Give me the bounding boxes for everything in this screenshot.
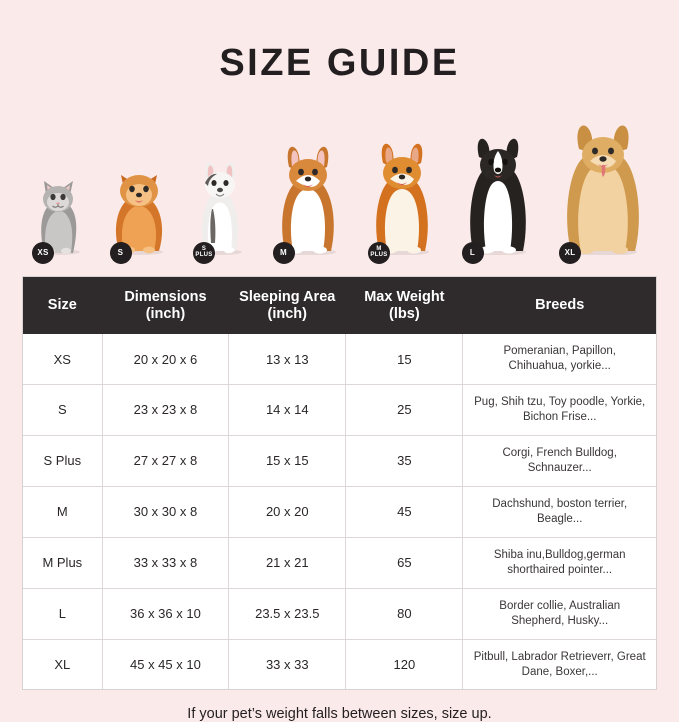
pet-l <box>460 100 536 260</box>
pet-m-plus <box>366 100 438 260</box>
cell-sleeping-area: 33 x 33 <box>229 639 346 689</box>
cell-breeds: Corgi, French Bulldog, Schnauzer... <box>463 436 656 487</box>
table-row <box>23 486 656 537</box>
table-row <box>23 334 656 384</box>
cell-breeds: Pug, Shih tzu, Toy poodle, Yorkie, Bichon Frise... <box>463 385 656 436</box>
table-row <box>23 385 656 436</box>
cell-dimensions: 45 x 45 x 10 <box>102 639 229 689</box>
golden-retriever-illustration <box>557 115 649 260</box>
cell-breeds: Border collie, Australian Shepherd, Husky... <box>463 588 656 639</box>
cell-max-weight: 45 <box>346 486 463 537</box>
cell-size: M Plus <box>23 537 102 588</box>
header-sleeping-area-line1: Sleeping Area <box>239 289 336 305</box>
cell-breeds: Dachshund, boston terrier, Beagle... <box>463 486 656 537</box>
french-bulldog-illustration <box>191 151 249 260</box>
header-dimensions-line1: Dimensions <box>124 289 207 305</box>
header-size-line1: Size <box>47 297 77 314</box>
badge-m-plus: M PLUS <box>368 242 390 264</box>
table-header-row <box>23 277 656 334</box>
badge-xs: XS <box>32 242 54 264</box>
table-row <box>23 588 656 639</box>
cell-size: XL <box>23 639 102 689</box>
cell-size: M <box>23 486 102 537</box>
cell-sleeping-area: 20 x 20 <box>229 486 346 537</box>
border-collie-illustration <box>460 127 536 260</box>
header-sleeping-area <box>229 277 346 334</box>
cell-dimensions: 36 x 36 x 10 <box>102 588 229 639</box>
shiba-inu-illustration <box>366 135 438 260</box>
pet-illustration-row <box>30 100 649 260</box>
cell-max-weight: 35 <box>346 436 463 487</box>
cat-illustration <box>30 169 86 260</box>
table-row <box>23 639 656 689</box>
pet-s <box>108 100 170 260</box>
cell-max-weight: 120 <box>346 639 463 689</box>
cell-max-weight: 15 <box>346 334 463 384</box>
header-breeds <box>463 277 656 334</box>
cell-breeds: Pitbull, Labrador Retrieverr, Great Dane, Boxer,... <box>463 639 656 689</box>
size-table <box>23 277 656 689</box>
cell-sleeping-area: 23.5 x 23.5 <box>229 588 346 639</box>
badge-s-plus: S PLUS <box>193 242 215 264</box>
pomeranian-illustration <box>108 159 170 260</box>
header-max-weight-line1: Max Weight <box>364 289 445 305</box>
table-row <box>23 537 656 588</box>
pet-s-plus <box>191 100 249 260</box>
badge-xl: XL <box>559 242 581 264</box>
table-header <box>23 277 656 334</box>
page-title: SIZE GUIDE <box>219 42 460 84</box>
cell-sleeping-area: 21 x 21 <box>229 537 346 588</box>
cell-max-weight: 25 <box>346 385 463 436</box>
header-max-weight <box>346 277 463 334</box>
cell-sleeping-area: 13 x 13 <box>229 334 346 384</box>
cell-size: L <box>23 588 102 639</box>
header-sleeping-area-line2: (inch) <box>267 305 307 322</box>
cell-size: S <box>23 385 102 436</box>
table-body <box>23 334 656 689</box>
cell-sleeping-area: 15 x 15 <box>229 436 346 487</box>
footnote: If your pet’s weight falls between sizes, size up. <box>187 706 492 722</box>
cell-max-weight: 80 <box>346 588 463 639</box>
badge-m: M <box>273 242 295 264</box>
header-dimensions-line2: (inch) <box>145 305 186 322</box>
header-dimensions <box>102 277 229 334</box>
cell-dimensions: 27 x 27 x 8 <box>102 436 229 487</box>
cell-sleeping-area: 14 x 14 <box>229 385 346 436</box>
cell-dimensions: 30 x 30 x 8 <box>102 486 229 537</box>
pet-xl <box>557 100 649 260</box>
header-breeds-line1: Breeds <box>535 297 585 314</box>
corgi-illustration <box>271 137 345 260</box>
cell-dimensions: 23 x 23 x 8 <box>102 385 229 436</box>
table-row <box>23 436 656 487</box>
badge-s: S <box>110 242 132 264</box>
cell-size: XS <box>23 334 102 384</box>
cell-max-weight: 65 <box>346 537 463 588</box>
size-table-container <box>22 276 657 690</box>
pet-m <box>271 100 345 260</box>
cell-breeds: Shiba inu,Bulldog,german shorthaired pointer... <box>463 537 656 588</box>
cell-size: S Plus <box>23 436 102 487</box>
pet-xs <box>30 100 86 260</box>
cell-breeds: Pomeranian, Papillon, Chihuahua, yorkie... <box>463 334 656 384</box>
cell-dimensions: 33 x 33 x 8 <box>102 537 229 588</box>
header-max-weight-line2: (lbs) <box>389 305 420 322</box>
cell-dimensions: 20 x 20 x 6 <box>102 334 229 384</box>
header-size <box>23 277 102 334</box>
badge-l: L <box>462 242 484 264</box>
